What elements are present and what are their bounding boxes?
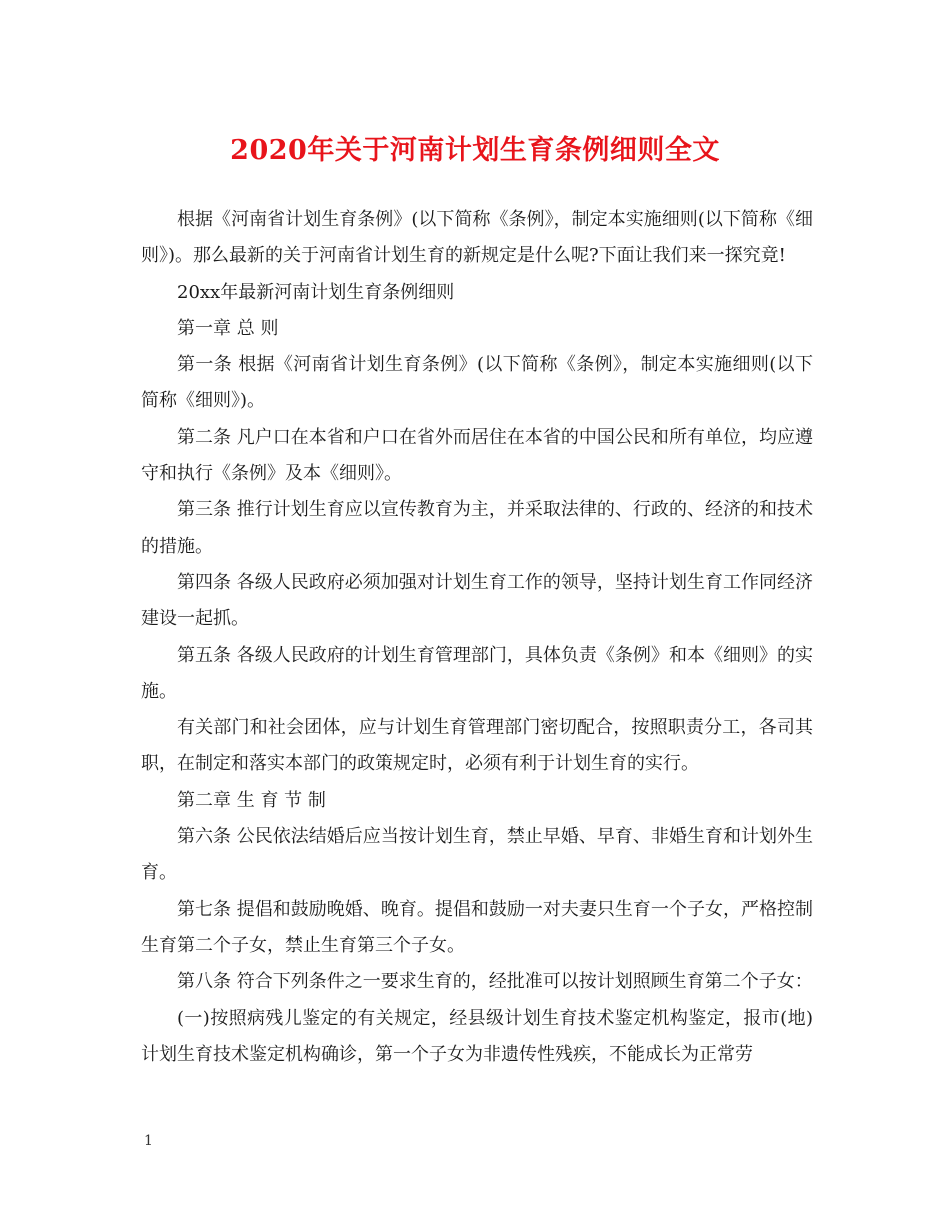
chapter-2-heading: 第二章 生 育 节 制 (177, 789, 326, 811)
article-4: 第四条 各级人民政府必须加强对计划生育工作的领导，坚持计划生育工作同经济建设一起抓。 (141, 571, 813, 630)
article-7: 第七条 提倡和鼓励晚婚、晚育。提倡和鼓励一对夫妻只生育一个子女，严格控制生育第二个子女，禁止生育第三个子女。 (141, 898, 813, 956)
article-8-item-1: (一)按照病残儿鉴定的有关规定，经县级计划生育技术鉴定机构鉴定，报市(地)计划生育技术鉴定机构确诊，第一个子女为非遗传性残疾，不能成长为正常劳 (141, 1007, 813, 1065)
article-3: 第三条 推行计划生育应以宣传教育为主，并采取法律的、行政的、经济的和技术的措施。 (141, 499, 813, 557)
article-6: 第六条 公民依法结婚后应当按计划生育，禁止早婚、早育、非婚生育和计划外生育。 (141, 826, 813, 884)
paragraph-subtitle: 20xx年最新河南计划生育条例细则 (177, 281, 455, 303)
article-8: 第八条 符合下列条件之一要求生育的，经批准可以按计划照顾生育第二个子女： (177, 971, 813, 993)
chapter-1-heading: 第一章 总 则 (177, 317, 279, 339)
document-body (141, 202, 813, 1073)
article-5-supplement: 有关部门和社会团体，应与计划生育管理部门密切配合，按照职责分工，各司其职，在制定和落实本部门的政策规定时，必须有利于计划生育的实行。 (141, 717, 813, 775)
document-title: 2020年关于河南计划生育条例细则全文 (230, 135, 720, 166)
paragraph-intro: 根据《河南省计划生育条例》(以下简称《条例》，制定本实施细则(以下简称《细则》)。那么最新的关于河南省计划生育的新规定是什么呢?下面让我们来一探究竟! (141, 209, 813, 267)
article-2: 第二条 凡户口在本省和户口在省外而居住在本省的中国公民和所有单位，均应遵守和执行《条例》及本《细则》。 (141, 426, 813, 485)
page-number: 1 (144, 1133, 153, 1149)
article-1: 第一条 根据《河南省计划生育条例》(以下简称《条例》，制定本实施细则(以下简称《细则》)。 (141, 354, 813, 412)
article-5: 第五条 各级人民政府的计划生育管理部门，具体负责《条例》和本《细则》的实施。 (141, 644, 813, 702)
